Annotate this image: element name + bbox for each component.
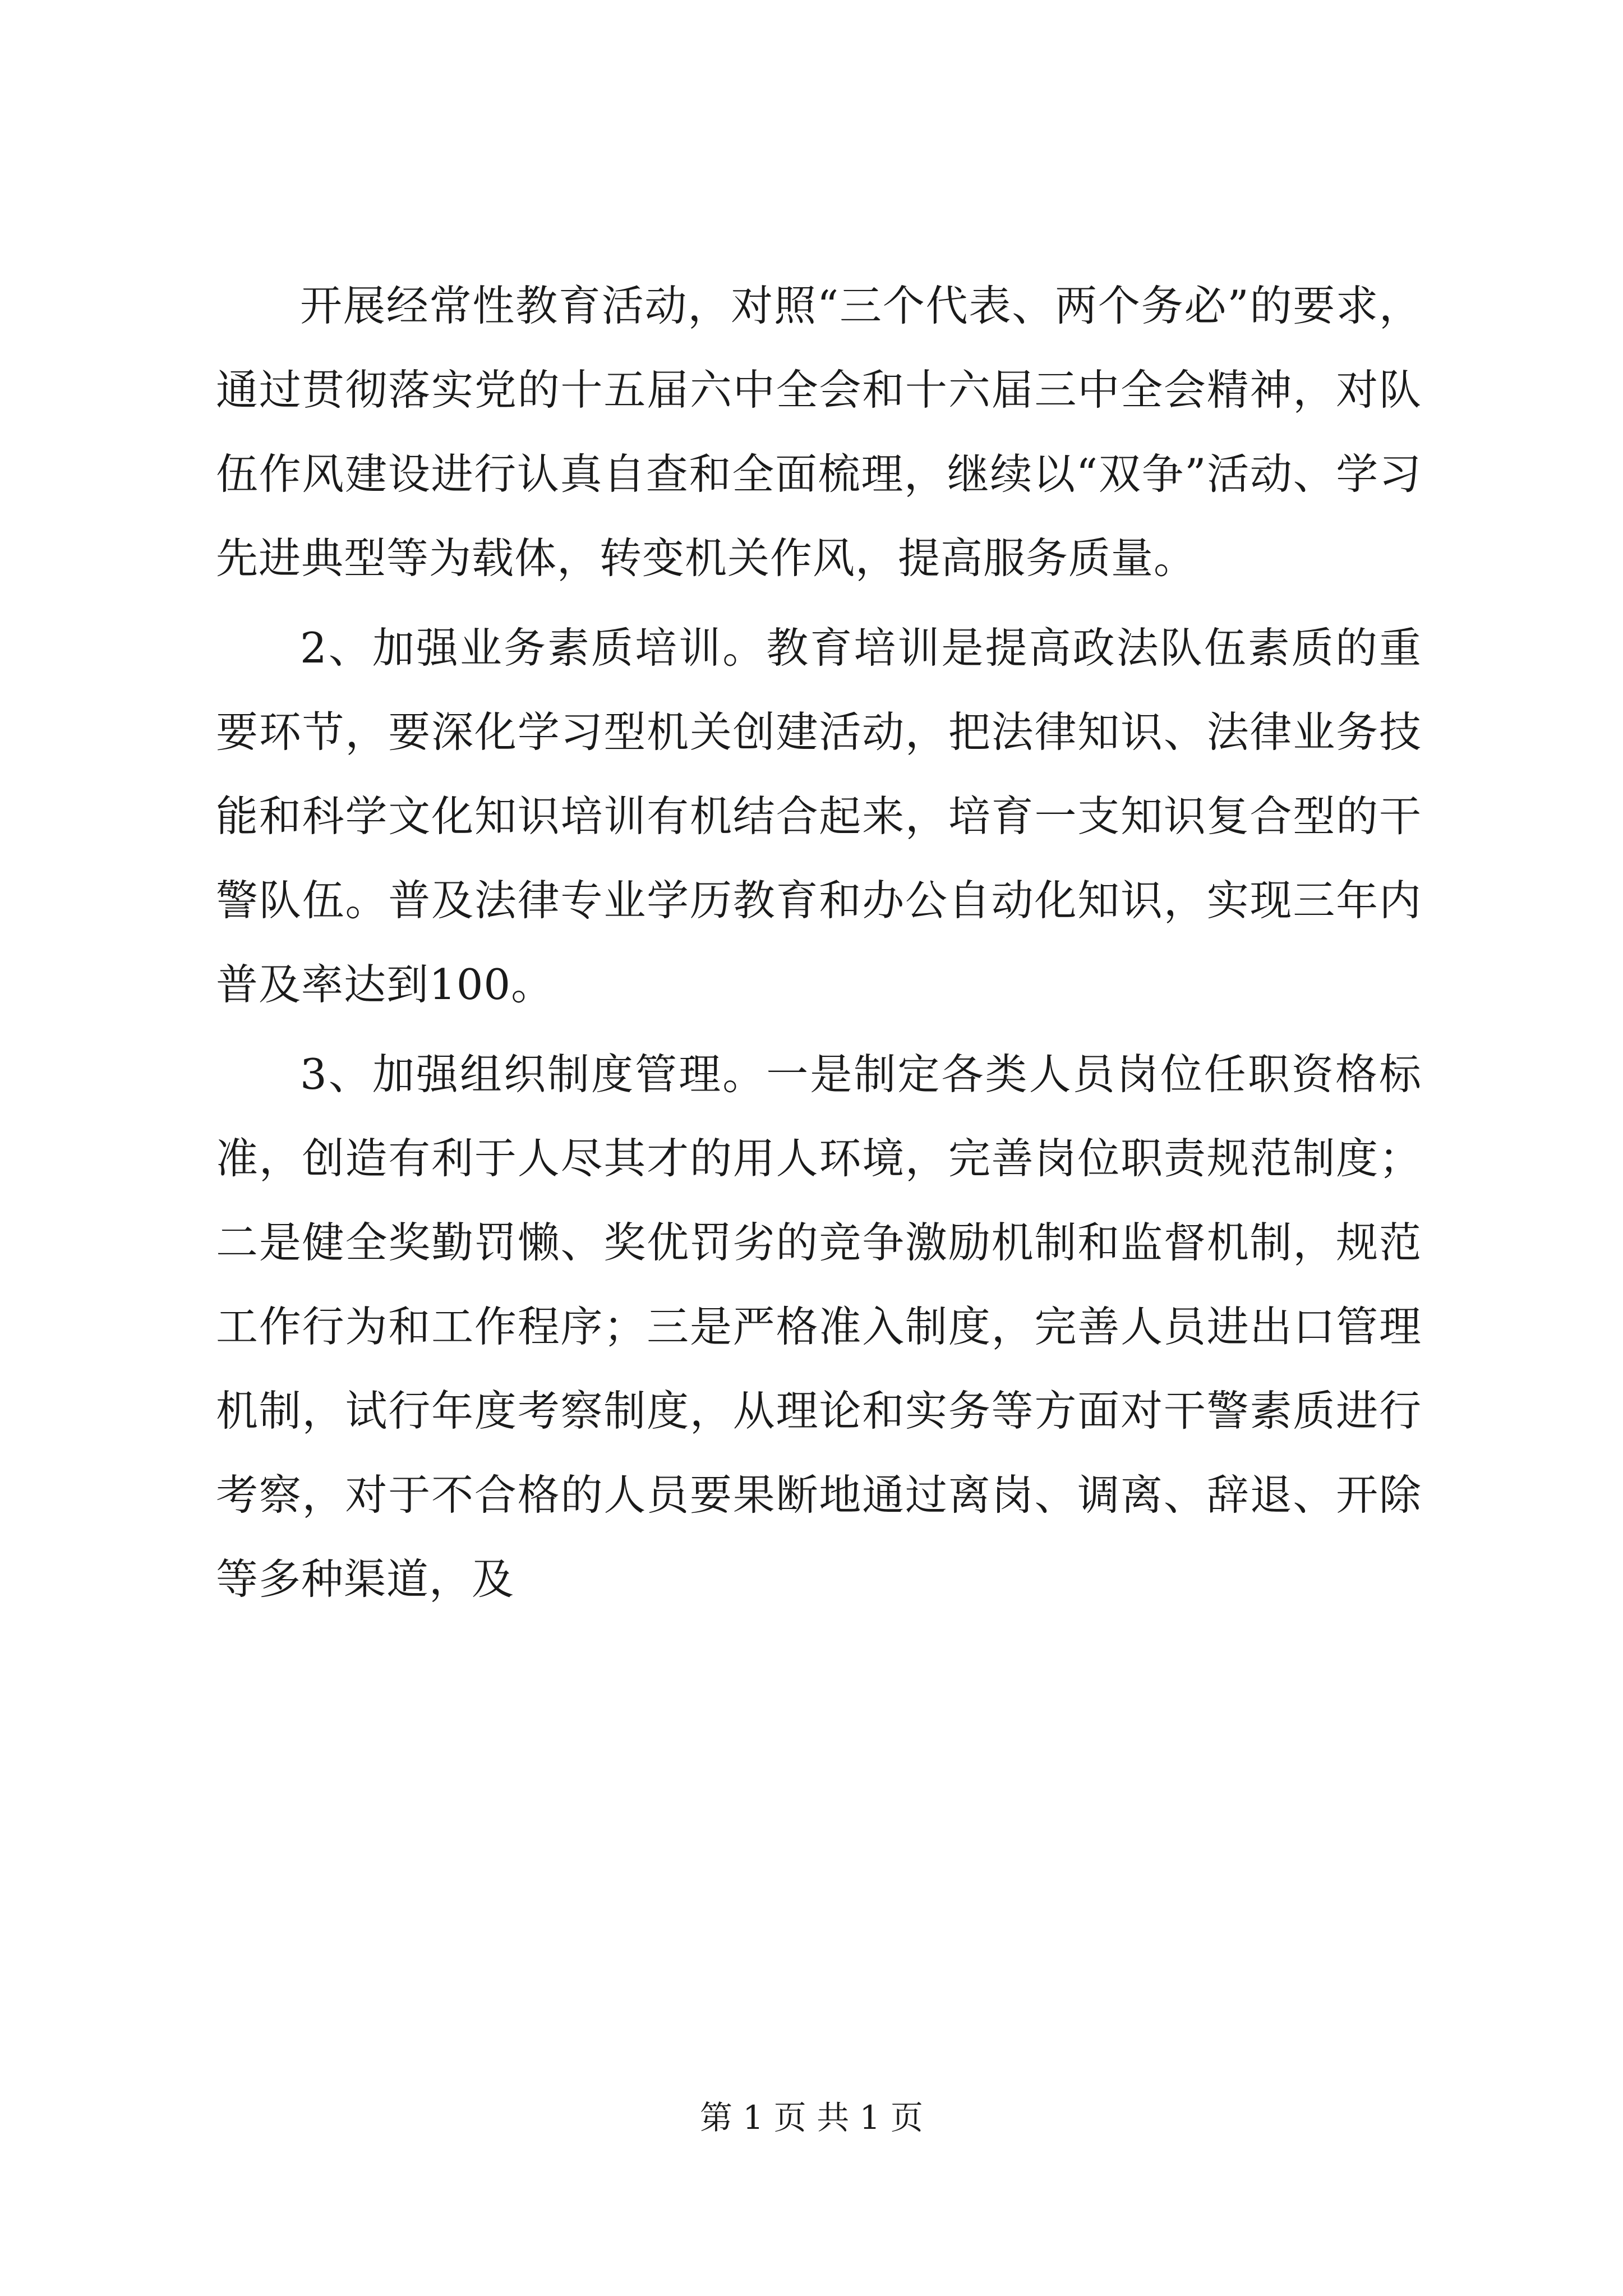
page-footer: 第 1 页 共 1 页: [700, 2099, 923, 2137]
paragraph-work-style: 开展经常性教育活动，对照“三个代表、两个务必”的要求，通过贯彻落实党的十五届六中全会和十六届三中全会精神，对队伍作风建设进行认真自查和全面梳理，继续以“双争”活动、学习先进典型等为载体，转变机关作风，提高服务质量。: [216, 281, 1422, 583]
paragraph-professional-training: 2、加强业务素质培训。教育培训是提高政法队伍素质的重要环节，要深化学习型机关创建活动，把法律知识、法律业务技能和科学文化知识培训有机结合起来，培育一支知识复合型的干警队伍。普及法律专业学历教育和办公自动化知识，实现三年内普及率达到100。: [216, 623, 1422, 1009]
document-body: [216, 255, 1422, 1627]
paragraph-organization-management: 3、加强组织制度管理。一是制定各类人员岗位任职资格标准，创造有利于人尽其才的用人环境，完善岗位职责规范制度；二是健全奖勤罚懒、奖优罚劣的竞争激励机制和监督机制，规范工作行为和工作程序；三是严格准入制度，完善人员进出口管理机制，试行年度考察制度，从理论和实务等方面对干警素质进行考察，对于不合格的人员要果断地通过离岗、调离、辞退、开除等多种渠道，及: [216, 1050, 1422, 1604]
